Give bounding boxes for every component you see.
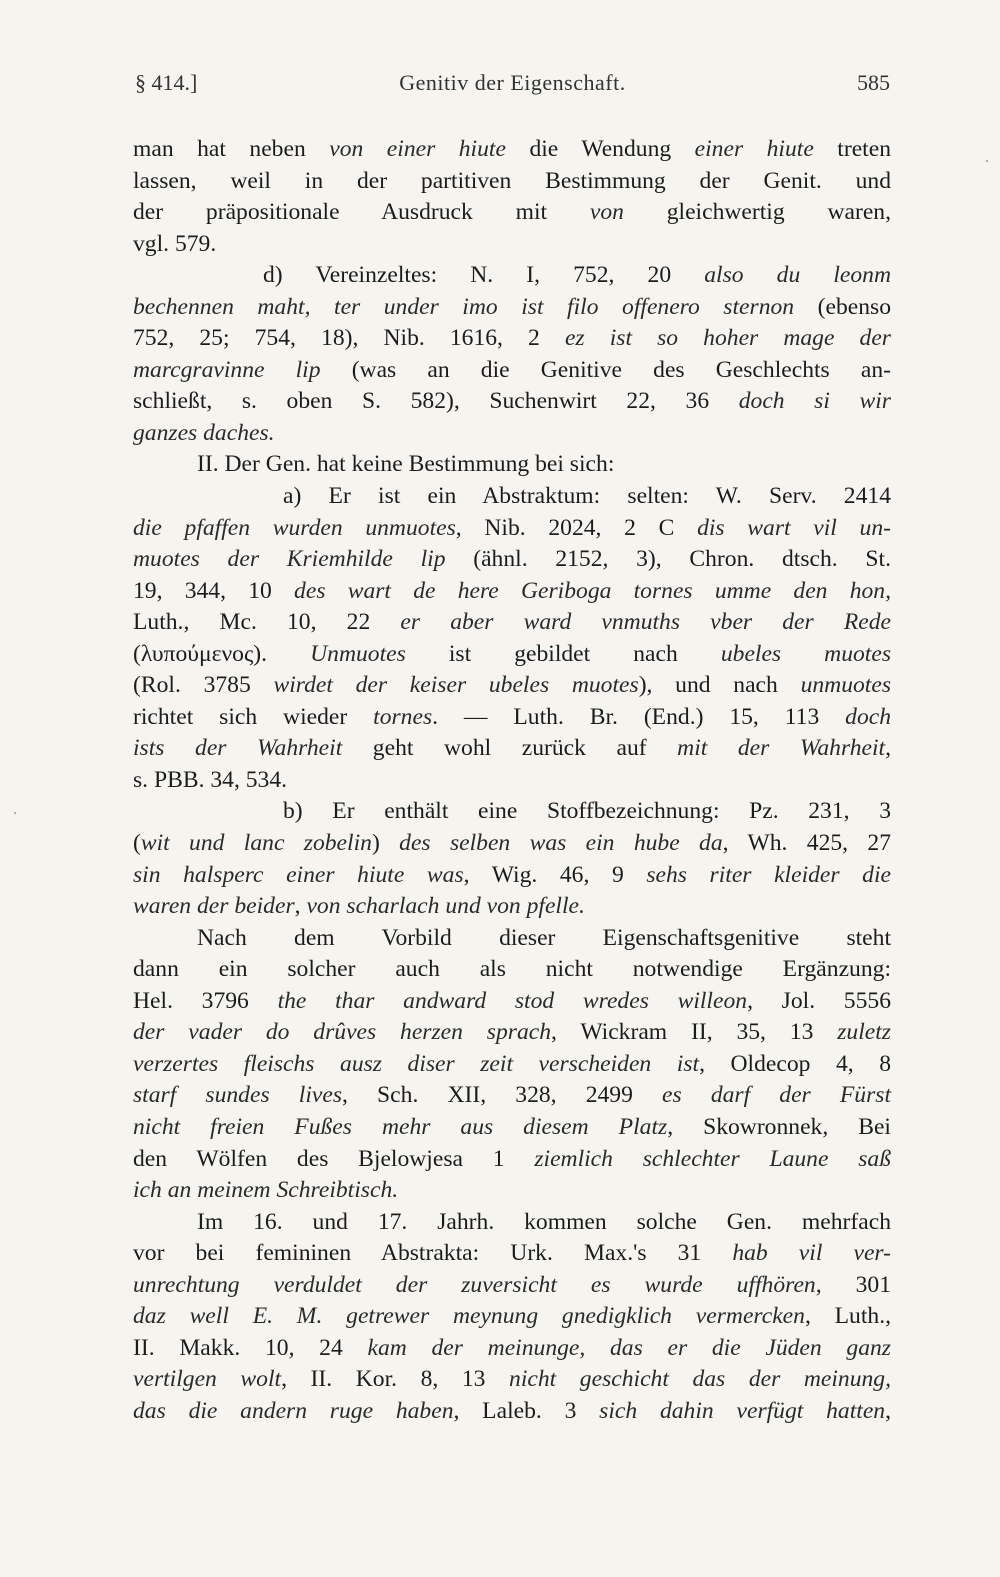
italic-citation: hab vil ver-	[732, 1240, 891, 1267]
italic-citation: tornes	[373, 703, 433, 730]
text-run: II. Der Gen. hat keine Bestimmung bei sich:	[197, 451, 615, 478]
text-run: (	[133, 830, 141, 857]
italic-citation: ziemlich schlechter Laune saß	[534, 1145, 891, 1172]
italic-citation: des wart de here Geriboga tornes umme den hon,	[294, 577, 891, 604]
italic-citation: es darf der Fürst	[662, 1082, 892, 1109]
text-run: 752, 25; 754, 18), Nib. 1616, 2	[133, 325, 565, 352]
italic-citation: sin halsperc einer hiute was	[133, 861, 464, 888]
text-run: ,	[885, 1397, 891, 1424]
text-run: , Wig. 46, 9	[463, 861, 647, 888]
italic-citation: mit der Wahrheit	[677, 735, 886, 762]
text-run: Luth., Mc. 10, 22	[133, 609, 401, 636]
italic-citation: des selben was ein hube da	[399, 830, 723, 857]
text-line	[133, 513, 891, 545]
italic-citation: waren der beider	[133, 893, 295, 920]
italic-citation: ich an meinem Schreibtisch.	[133, 1177, 399, 1204]
italic-citation: unmuotes	[800, 672, 891, 699]
italic-citation: starf sundes lives	[133, 1082, 343, 1109]
italic-citation: nicht freien Fußes mehr aus diesem Platz	[133, 1113, 668, 1140]
text-run: b) Er enthält eine Stoffbezeichnung: Pz. 231, 3	[283, 798, 891, 825]
text-line	[133, 576, 891, 608]
text-line	[133, 134, 891, 166]
page-number: 585	[857, 70, 890, 95]
text-line	[133, 986, 891, 1018]
text-run: Im 16. und 17. Jahrh. kommen solche Gen. mehrfach	[197, 1208, 891, 1235]
text-line	[133, 1270, 891, 1302]
text-run: Hel. 3796	[133, 987, 278, 1014]
text-run: , Laleb. 3	[453, 1397, 600, 1424]
body-text	[133, 134, 891, 1427]
italic-citation: muotes der Kriemhilde lip	[133, 546, 446, 573]
text-line	[133, 1017, 891, 1049]
margin-speck	[14, 812, 16, 814]
text-run: , Skowronnek, Bei	[667, 1113, 891, 1140]
text-run: , Sch. XII, 328, 2499	[342, 1082, 663, 1109]
text-line	[133, 1080, 891, 1112]
text-run: ,	[885, 735, 891, 762]
text-run: , Nib. 2024, 2 C	[455, 514, 698, 541]
text-line	[133, 386, 891, 418]
text-line	[133, 891, 891, 923]
text-line	[133, 923, 891, 955]
italic-citation: daz well E. M. getrewer meynung gnedigklich vermercken	[133, 1303, 805, 1330]
italic-citation: er aber ward vnmuths vber der Rede	[400, 609, 892, 636]
text-line	[133, 197, 891, 229]
italic-citation: marcgravinne lip	[133, 356, 321, 383]
italic-citation: einer hiute	[694, 136, 814, 162]
text-run: 19, 344, 10	[133, 577, 295, 604]
italic-citation: ganzes daches.	[133, 419, 275, 446]
text-run: Nach dem Vorbild dieser Eigenschaftsgenitive steht	[197, 924, 891, 951]
text-run: s. PBB. 34, 534.	[133, 766, 288, 793]
text-run: (was an die Genitive des Geschlechts an-	[320, 356, 891, 383]
italic-citation: kam der meinunge, das er die Jüden ganz	[367, 1334, 891, 1361]
text-line	[133, 639, 891, 671]
text-line	[133, 1301, 891, 1333]
text-run: II. Makk. 10, 24	[133, 1334, 368, 1361]
text-line	[133, 1238, 891, 1270]
text-line	[133, 260, 891, 292]
italic-citation: vertilgen wolt	[133, 1366, 282, 1393]
text-line	[133, 1175, 891, 1207]
italic-citation: bechennen maht, ter under imo ist filo offenero sternon	[133, 293, 795, 320]
text-line	[133, 828, 891, 860]
text-run: , Jol. 5556	[747, 987, 891, 1014]
text-line	[133, 954, 891, 986]
text-run: (Rol. 3785	[133, 672, 274, 699]
text-line	[133, 796, 891, 828]
italic-citation: ists der Wahrheit	[133, 735, 343, 762]
italic-citation: doch	[845, 703, 892, 730]
text-run: )	[371, 830, 400, 857]
text-run: ), und nach	[638, 672, 801, 699]
text-run: gleichwertig waren,	[623, 199, 891, 226]
italic-citation: sich dahin verfügt hatten	[599, 1397, 886, 1424]
italic-citation: von einer hiute	[329, 136, 506, 162]
text-line	[133, 1333, 891, 1365]
italic-citation: das die andern ruge haben	[133, 1397, 454, 1424]
text-line	[133, 449, 891, 481]
text-run: richtet sich wieder	[133, 703, 374, 730]
text-line	[133, 733, 891, 765]
text-line	[133, 1207, 891, 1239]
italic-citation: Unmuotes	[310, 640, 406, 667]
text-run: der präpositionale Ausdruck mit	[133, 199, 590, 226]
text-line	[133, 166, 891, 198]
text-run: , Wickram II, 35, 13	[551, 1019, 838, 1046]
text-line	[133, 1144, 891, 1176]
running-header	[135, 70, 890, 106]
section-reference: § 414.]	[135, 70, 198, 95]
margin-speck	[986, 160, 988, 162]
text-run: d) Vereinzeltes: N. I, 752, 20	[263, 262, 705, 289]
text-line	[133, 1112, 891, 1144]
text-line	[133, 481, 891, 513]
italic-citation: doch si wir	[738, 388, 891, 415]
text-run: lassen, weil in der partitiven Bestimmung der Genit. und	[133, 167, 891, 194]
text-run: dann ein solcher auch als nicht notwendige Ergänzung:	[133, 956, 891, 983]
italic-citation: nicht geschicht das der meinung,	[509, 1366, 891, 1393]
text-run: vor bei femininen Abstrakta: Urk. Max.'s 31	[133, 1240, 733, 1267]
italic-citation: ez ist so hoher mage der	[564, 325, 891, 352]
italic-citation: von	[589, 199, 624, 226]
text-line	[133, 702, 891, 734]
text-run: vgl. 579.	[133, 230, 217, 257]
text-run: treten	[813, 136, 891, 162]
text-run: geht wohl zurück auf	[342, 735, 678, 762]
text-line	[133, 418, 891, 450]
text-line	[133, 544, 891, 576]
italic-citation: sehs riter kleider die	[646, 861, 891, 888]
text-line	[133, 765, 891, 797]
text-run: . — Luth. Br. (End.) 15, 113	[432, 703, 846, 730]
text-line	[133, 860, 891, 892]
text-line	[133, 670, 891, 702]
text-run: man hat neben	[133, 136, 330, 162]
italic-citation: the thar andward stod wredes willeon	[277, 987, 748, 1014]
italic-citation: der vader do drûves herzen sprach	[133, 1019, 552, 1046]
running-title: Genitiv der Eigenschaft.	[399, 70, 626, 95]
text-line	[133, 323, 891, 355]
text-run: (ebenso	[794, 293, 891, 320]
text-run: a) Er ist ein Abstraktum: selten: W. Serv. 2414	[283, 483, 891, 510]
text-line	[133, 1396, 891, 1428]
text-run: schließt, s. oben S. 582), Suchenwirt 22, 36	[133, 388, 739, 415]
italic-citation: ubeles muotes	[720, 640, 892, 667]
text-line	[133, 607, 891, 639]
italic-citation: verzertes fleischs ausz diser zeit verscheiden ist	[133, 1050, 700, 1077]
text-line	[133, 1049, 891, 1081]
text-run: die Wendung	[505, 136, 695, 162]
text-run: , 301	[815, 1271, 891, 1298]
text-run: (ähnl. 2152, 3), Chron. dtsch. St.	[445, 546, 891, 573]
italic-citation: zuletz	[837, 1019, 891, 1046]
italic-citation: die pfaffen wurden unmuotes	[133, 514, 456, 541]
text-run: ist gebildet nach	[405, 640, 721, 667]
text-run: den Wölfen des Bjelowjesa 1	[133, 1145, 535, 1172]
italic-citation: also du leonm	[704, 262, 891, 289]
italic-citation: dis wart vil un-	[697, 514, 891, 541]
text-run: (λυπούμενος).	[133, 640, 311, 667]
italic-citation: wit und lanc zobelin	[140, 830, 372, 857]
italic-citation: unrechtung verduldet der zuversicht es wurde uffhören	[133, 1271, 816, 1298]
text-line	[133, 229, 891, 261]
italic-citation: wirdet der keiser ubeles muotes	[273, 672, 639, 699]
text-run: , Oldecop 4, 8	[699, 1050, 892, 1077]
text-run: ,	[294, 893, 307, 920]
text-run: , Wh. 425, 27	[722, 830, 892, 857]
text-run: , Luth.,	[804, 1303, 891, 1330]
text-line	[133, 355, 891, 387]
text-line	[133, 1364, 891, 1396]
text-run: , II. Kor. 8, 13	[281, 1366, 510, 1393]
text-line	[133, 292, 891, 324]
italic-citation: von scharlach und von pfelle.	[306, 893, 585, 920]
